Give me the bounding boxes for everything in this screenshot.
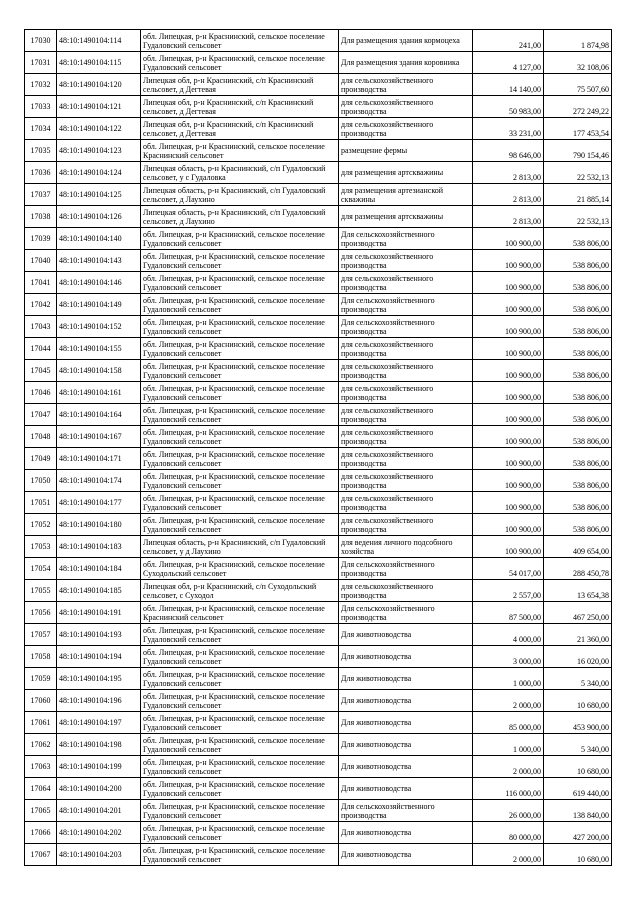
cadastral-number-cell: 48:10:1490104:193 <box>57 624 141 646</box>
cadastral-number-cell: 48:10:1490104:161 <box>57 382 141 404</box>
table-row <box>25 184 612 206</box>
row-number-cell: 17042 <box>25 294 57 316</box>
area-cell: 100 900,00 <box>473 470 544 492</box>
row-number-cell: 17044 <box>25 338 57 360</box>
address-cell: Липецкая область, р-н Краснинский, с/п Гудаловский сельсовет, у д Лаухино <box>141 536 339 558</box>
cadastral-value-cell: 32 108,06 <box>544 52 612 74</box>
cadastral-value-cell: 13 654,38 <box>544 580 612 602</box>
permitted-use-cell: Для животноводства <box>339 756 473 778</box>
row-number-cell: 17054 <box>25 558 57 580</box>
cadastral-number-cell: 48:10:1490104:167 <box>57 426 141 448</box>
table-row <box>25 646 612 668</box>
area-cell: 80 000,00 <box>473 822 544 844</box>
row-number-cell: 17033 <box>25 96 57 118</box>
permitted-use-cell: для сельскохозяйственного производства <box>339 74 473 96</box>
address-cell: обл. Липецкая, р-н Краснинский, сельское поселение Гудаловский сельсовет <box>141 228 339 250</box>
address-cell: обл. Липецкая, р-н Краснинский, сельское поселение Гудаловский сельсовет <box>141 646 339 668</box>
address-cell: обл. Липецкая, р-н Краснинский, сельское поселение Гудаловский сельсовет <box>141 470 339 492</box>
cadastral-number-cell: 48:10:1490104:114 <box>57 30 141 52</box>
permitted-use-cell: Для животноводства <box>339 646 473 668</box>
cadastral-number-cell: 48:10:1490104:185 <box>57 580 141 602</box>
area-cell: 3 000,00 <box>473 646 544 668</box>
row-number-cell: 17055 <box>25 580 57 602</box>
cadastral-number-cell: 48:10:1490104:152 <box>57 316 141 338</box>
cadastral-number-cell: 48:10:1490104:174 <box>57 470 141 492</box>
table-row <box>25 272 612 294</box>
permitted-use-cell: для сельскохозяйственного производства <box>339 580 473 602</box>
row-number-cell: 17046 <box>25 382 57 404</box>
cadastral-number-cell: 48:10:1490104:149 <box>57 294 141 316</box>
row-number-cell: 17059 <box>25 668 57 690</box>
cadastral-value-cell: 538 806,00 <box>544 404 612 426</box>
permitted-use-cell: для сельскохозяйственного производства <box>339 514 473 536</box>
table-row <box>25 382 612 404</box>
cadastral-value-cell: 21 885,14 <box>544 184 612 206</box>
area-cell: 100 900,00 <box>473 228 544 250</box>
table-row <box>25 756 612 778</box>
address-cell: обл. Липецкая, р-н Краснинский, сельское поселение Гудаловский сельсовет <box>141 272 339 294</box>
address-cell: обл. Липецкая, р-н Краснинский, сельское поселение Гудаловский сельсовет <box>141 382 339 404</box>
address-cell: Липецкая обл, р-н Краснинский, с/п Краснинский сельсовет, д Дегтевая <box>141 74 339 96</box>
table-row <box>25 822 612 844</box>
address-cell: обл. Липецкая, р-н Краснинский, сельское поселение Гудаловский сельсовет <box>141 316 339 338</box>
area-cell: 2 000,00 <box>473 844 544 866</box>
address-cell: обл. Липецкая, р-н Краснинский, сельское поселение Краснинский сельсовет <box>141 140 339 162</box>
permitted-use-cell: для ведения личного подсобного хозяйства <box>339 536 473 558</box>
cadastral-value-cell: 538 806,00 <box>544 250 612 272</box>
cadastral-value-cell: 538 806,00 <box>544 338 612 360</box>
address-cell: обл. Липецкая, р-н Краснинский, сельское поселение Суходольский сельсовет <box>141 558 339 580</box>
permitted-use-cell: для размещения артезианской скважины <box>339 184 473 206</box>
address-cell: обл. Липецкая, р-н Краснинский, сельское поселение Гудаловский сельсовет <box>141 338 339 360</box>
address-cell: Липецкая обл, р-н Краснинский, с/п Краснинский сельсовет, д Дегтевая <box>141 96 339 118</box>
row-number-cell: 17058 <box>25 646 57 668</box>
area-cell: 100 900,00 <box>473 360 544 382</box>
cadastral-value-cell: 409 654,00 <box>544 536 612 558</box>
row-number-cell: 17037 <box>25 184 57 206</box>
permitted-use-cell: Для животноводства <box>339 778 473 800</box>
cadastral-number-cell: 48:10:1490104:196 <box>57 690 141 712</box>
area-cell: 87 500,00 <box>473 602 544 624</box>
table-row <box>25 294 612 316</box>
address-cell: обл. Липецкая, р-н Краснинский, сельское поселение Гудаловский сельсовет <box>141 668 339 690</box>
area-cell: 100 900,00 <box>473 536 544 558</box>
row-number-cell: 17052 <box>25 514 57 536</box>
permitted-use-cell: для сельскохозяйственного производства <box>339 404 473 426</box>
cadastral-number-cell: 48:10:1490104:191 <box>57 602 141 624</box>
cadastral-number-cell: 48:10:1490104:197 <box>57 712 141 734</box>
address-cell: обл. Липецкая, р-н Краснинский, сельское поселение Гудаловский сельсовет <box>141 822 339 844</box>
address-cell: обл. Липецкая, р-н Краснинский, сельское поселение Гудаловский сельсовет <box>141 690 339 712</box>
area-cell: 241,00 <box>473 30 544 52</box>
address-cell: обл. Липецкая, р-н Краснинский, сельское поселение Гудаловский сельсовет <box>141 294 339 316</box>
address-cell: обл. Липецкая, р-н Краснинский, сельское поселение Гудаловский сельсовет <box>141 404 339 426</box>
cadastral-number-cell: 48:10:1490104:195 <box>57 668 141 690</box>
table-row <box>25 492 612 514</box>
cadastral-value-cell: 22 532,13 <box>544 162 612 184</box>
cadastral-value-cell: 538 806,00 <box>544 382 612 404</box>
cadastral-value-cell: 790 154,46 <box>544 140 612 162</box>
address-cell: обл. Липецкая, р-н Краснинский, сельское поселение Гудаловский сельсовет <box>141 778 339 800</box>
area-cell: 2 813,00 <box>473 162 544 184</box>
row-number-cell: 17036 <box>25 162 57 184</box>
permitted-use-cell: Для сельскохозяйственного производства <box>339 316 473 338</box>
row-number-cell: 17050 <box>25 470 57 492</box>
permitted-use-cell: для сельскохозяйственного производства <box>339 382 473 404</box>
address-cell: обл. Липецкая, р-н Краснинский, сельское поселение Гудаловский сельсовет <box>141 734 339 756</box>
table-row <box>25 162 612 184</box>
cadastral-value-cell: 538 806,00 <box>544 492 612 514</box>
cadastral-number-cell: 48:10:1490104:184 <box>57 558 141 580</box>
permitted-use-cell: для сельскохозяйственного производства <box>339 250 473 272</box>
table-row <box>25 558 612 580</box>
cadastral-value-cell: 453 900,00 <box>544 712 612 734</box>
address-cell: обл. Липецкая, р-н Краснинский, сельское поселение Гудаловский сельсовет <box>141 52 339 74</box>
row-number-cell: 17053 <box>25 536 57 558</box>
permitted-use-cell: для сельскохозяйственного производства <box>339 426 473 448</box>
table-row <box>25 712 612 734</box>
table-row <box>25 250 612 272</box>
cadastral-value-cell: 467 250,00 <box>544 602 612 624</box>
permitted-use-cell: Для сельскохозяйственного производства <box>339 800 473 822</box>
area-cell: 33 231,00 <box>473 118 544 140</box>
cadastral-value-cell: 177 453,54 <box>544 118 612 140</box>
table-row <box>25 536 612 558</box>
row-number-cell: 17039 <box>25 228 57 250</box>
area-cell: 4 000,00 <box>473 624 544 646</box>
row-number-cell: 17032 <box>25 74 57 96</box>
row-number-cell: 17030 <box>25 30 57 52</box>
cadastral-value-cell: 538 806,00 <box>544 272 612 294</box>
row-number-cell: 17067 <box>25 844 57 866</box>
table-row <box>25 206 612 228</box>
address-cell: обл. Липецкая, р-н Краснинский, сельское поселение Гудаловский сельсовет <box>141 712 339 734</box>
table-row <box>25 52 612 74</box>
address-cell: обл. Липецкая, р-н Краснинский, сельское поселение Гудаловский сельсовет <box>141 624 339 646</box>
permitted-use-cell: Для сельскохозяйственного производства <box>339 294 473 316</box>
address-cell: обл. Липецкая, р-н Краснинский, сельское поселение Гудаловский сельсовет <box>141 514 339 536</box>
cadastral-value-cell: 538 806,00 <box>544 448 612 470</box>
table-row <box>25 624 612 646</box>
table-row <box>25 404 612 426</box>
area-cell: 100 900,00 <box>473 492 544 514</box>
cadastral-number-cell: 48:10:1490104:183 <box>57 536 141 558</box>
cadastral-number-cell: 48:10:1490104:124 <box>57 162 141 184</box>
permitted-use-cell: для сельскохозяйственного производства <box>339 360 473 382</box>
row-number-cell: 17066 <box>25 822 57 844</box>
permitted-use-cell: Для сельскохозяйственного производства <box>339 558 473 580</box>
area-cell: 14 140,00 <box>473 74 544 96</box>
cadastral-value-cell: 22 532,13 <box>544 206 612 228</box>
table-row <box>25 580 612 602</box>
cadastral-value-cell: 288 450,78 <box>544 558 612 580</box>
permitted-use-cell: для сельскохозяйственного производства <box>339 118 473 140</box>
permitted-use-cell: для сельскохозяйственного производства <box>339 470 473 492</box>
cadastral-value-cell: 538 806,00 <box>544 360 612 382</box>
table-row <box>25 426 612 448</box>
permitted-use-cell: Для животноводства <box>339 624 473 646</box>
row-number-cell: 17045 <box>25 360 57 382</box>
cadastral-number-cell: 48:10:1490104:126 <box>57 206 141 228</box>
cadastral-value-cell: 538 806,00 <box>544 228 612 250</box>
address-cell: обл. Липецкая, р-н Краснинский, сельское поселение Гудаловский сельсовет <box>141 250 339 272</box>
cadastral-value-cell: 138 840,00 <box>544 800 612 822</box>
permitted-use-cell: Для сельскохозяйственного производства <box>339 602 473 624</box>
address-cell: обл. Липецкая, р-н Краснинский, сельское поселение Краснинский сельсовет <box>141 602 339 624</box>
cadastral-number-cell: 48:10:1490104:121 <box>57 96 141 118</box>
address-cell: Липецкая обл, р-н Краснинский, с/п Краснинский сельсовет, д Дегтевая <box>141 118 339 140</box>
cadastral-number-cell: 48:10:1490104:177 <box>57 492 141 514</box>
row-number-cell: 17049 <box>25 448 57 470</box>
cadastral-number-cell: 48:10:1490104:122 <box>57 118 141 140</box>
row-number-cell: 17051 <box>25 492 57 514</box>
area-cell: 1 000,00 <box>473 668 544 690</box>
area-cell: 100 900,00 <box>473 514 544 536</box>
cadastral-value-cell: 10 680,00 <box>544 690 612 712</box>
address-cell: обл. Липецкая, р-н Краснинский, сельское поселение Гудаловский сельсовет <box>141 800 339 822</box>
cadastral-number-cell: 48:10:1490104:180 <box>57 514 141 536</box>
permitted-use-cell: Для животноводства <box>339 712 473 734</box>
row-number-cell: 17043 <box>25 316 57 338</box>
permitted-use-cell: Для сельскохозяйственного производства <box>339 228 473 250</box>
table-row <box>25 448 612 470</box>
cadastral-value-cell: 5 340,00 <box>544 668 612 690</box>
table-row <box>25 30 612 52</box>
area-cell: 2 813,00 <box>473 206 544 228</box>
row-number-cell: 17064 <box>25 778 57 800</box>
cadastral-value-cell: 538 806,00 <box>544 470 612 492</box>
document-page <box>24 29 611 866</box>
area-cell: 2 813,00 <box>473 184 544 206</box>
table-body <box>25 30 612 866</box>
table-row <box>25 844 612 866</box>
address-cell: обл. Липецкая, р-н Краснинский, сельское поселение Гудаловский сельсовет <box>141 448 339 470</box>
row-number-cell: 17056 <box>25 602 57 624</box>
row-number-cell: 17038 <box>25 206 57 228</box>
address-cell: Липецкая область, р-н Краснинский, с/п Гудаловский сельсовет, д Лаухино <box>141 184 339 206</box>
area-cell: 2 000,00 <box>473 756 544 778</box>
permitted-use-cell: для сельскохозяйственного производства <box>339 448 473 470</box>
permitted-use-cell: Для животноводства <box>339 668 473 690</box>
area-cell: 50 983,00 <box>473 96 544 118</box>
area-cell: 100 900,00 <box>473 250 544 272</box>
cadastral-value-cell: 538 806,00 <box>544 426 612 448</box>
row-number-cell: 17034 <box>25 118 57 140</box>
row-number-cell: 17057 <box>25 624 57 646</box>
row-number-cell: 17063 <box>25 756 57 778</box>
cadastral-value-cell: 75 507,60 <box>544 74 612 96</box>
area-cell: 100 900,00 <box>473 426 544 448</box>
address-cell: обл. Липецкая, р-н Краснинский, сельское поселение Гудаловский сельсовет <box>141 30 339 52</box>
table-row <box>25 316 612 338</box>
row-number-cell: 17041 <box>25 272 57 294</box>
permitted-use-cell: Для животноводства <box>339 822 473 844</box>
area-cell: 4 127,00 <box>473 52 544 74</box>
table-row <box>25 360 612 382</box>
cadastral-value-cell: 538 806,00 <box>544 514 612 536</box>
cadastral-number-cell: 48:10:1490104:203 <box>57 844 141 866</box>
row-number-cell: 17060 <box>25 690 57 712</box>
cadastral-number-cell: 48:10:1490104:115 <box>57 52 141 74</box>
table-row <box>25 602 612 624</box>
cadastral-value-cell: 5 340,00 <box>544 734 612 756</box>
area-cell: 100 900,00 <box>473 272 544 294</box>
table-row <box>25 140 612 162</box>
area-cell: 2 000,00 <box>473 690 544 712</box>
area-cell: 100 900,00 <box>473 316 544 338</box>
permitted-use-cell: для сельскохозяйственного производства <box>339 96 473 118</box>
cadastral-number-cell: 48:10:1490104:140 <box>57 228 141 250</box>
cadastral-value-cell: 272 249,22 <box>544 96 612 118</box>
area-cell: 116 000,00 <box>473 778 544 800</box>
area-cell: 98 646,00 <box>473 140 544 162</box>
cadastral-number-cell: 48:10:1490104:164 <box>57 404 141 426</box>
area-cell: 100 900,00 <box>473 338 544 360</box>
address-cell: Липецкая область, р-н Краснинский, с/п Гудаловский сельсовет, д Лаухино <box>141 206 339 228</box>
permitted-use-cell: для размещения артскважины <box>339 206 473 228</box>
cadastral-value-cell: 619 440,00 <box>544 778 612 800</box>
cadastral-number-cell: 48:10:1490104:201 <box>57 800 141 822</box>
area-cell: 85 000,00 <box>473 712 544 734</box>
permitted-use-cell: для сельскохозяйственного производства <box>339 272 473 294</box>
cadastral-number-cell: 48:10:1490104:194 <box>57 646 141 668</box>
cadastral-value-cell: 538 806,00 <box>544 316 612 338</box>
row-number-cell: 17047 <box>25 404 57 426</box>
cadastral-value-cell: 538 806,00 <box>544 294 612 316</box>
cadastral-number-cell: 48:10:1490104:123 <box>57 140 141 162</box>
table-row <box>25 734 612 756</box>
permitted-use-cell: Для размещения здания кормоцеха <box>339 30 473 52</box>
table-row <box>25 74 612 96</box>
area-cell: 100 900,00 <box>473 382 544 404</box>
cadastral-number-cell: 48:10:1490104:146 <box>57 272 141 294</box>
permitted-use-cell: Для животноводства <box>339 734 473 756</box>
cadastral-number-cell: 48:10:1490104:198 <box>57 734 141 756</box>
cadastral-number-cell: 48:10:1490104:125 <box>57 184 141 206</box>
cadastral-number-cell: 48:10:1490104:200 <box>57 778 141 800</box>
cadastral-number-cell: 48:10:1490104:202 <box>57 822 141 844</box>
address-cell: Липецкая обл, р-н Краснинский, с/п Суходольский сельсовет, с Суходол <box>141 580 339 602</box>
address-cell: Липецкая область, р-н Краснинский, с/п Гудаловский сельсовет, у с Гудаловка <box>141 162 339 184</box>
cadastral-value-cell: 10 680,00 <box>544 844 612 866</box>
area-cell: 1 000,00 <box>473 734 544 756</box>
cadastral-value-cell: 10 680,00 <box>544 756 612 778</box>
row-number-cell: 17035 <box>25 140 57 162</box>
address-cell: обл. Липецкая, р-н Краснинский, сельское поселение Гудаловский сельсовет <box>141 844 339 866</box>
table-row <box>25 800 612 822</box>
table-row <box>25 778 612 800</box>
cadastral-number-cell: 48:10:1490104:143 <box>57 250 141 272</box>
area-cell: 26 000,00 <box>473 800 544 822</box>
cadastral-number-cell: 48:10:1490104:155 <box>57 338 141 360</box>
area-cell: 100 900,00 <box>473 448 544 470</box>
permitted-use-cell: Для животноводства <box>339 690 473 712</box>
area-cell: 2 557,00 <box>473 580 544 602</box>
row-number-cell: 17040 <box>25 250 57 272</box>
land-plots-table <box>24 29 612 866</box>
table-row <box>25 470 612 492</box>
cadastral-value-cell: 427 200,00 <box>544 822 612 844</box>
cadastral-value-cell: 21 360,00 <box>544 624 612 646</box>
address-cell: обл. Липецкая, р-н Краснинский, сельское поселение Гудаловский сельсовет <box>141 756 339 778</box>
table-row <box>25 668 612 690</box>
area-cell: 54 017,00 <box>473 558 544 580</box>
permitted-use-cell: для сельскохозяйственного производства <box>339 338 473 360</box>
address-cell: обл. Липецкая, р-н Краснинский, сельское поселение Гудаловский сельсовет <box>141 492 339 514</box>
row-number-cell: 17061 <box>25 712 57 734</box>
permitted-use-cell: размещение фермы <box>339 140 473 162</box>
table-row <box>25 338 612 360</box>
cadastral-value-cell: 1 874,98 <box>544 30 612 52</box>
address-cell: обл. Липецкая, р-н Краснинский, сельское поселение Гудаловский сельсовет <box>141 360 339 382</box>
table-row <box>25 514 612 536</box>
area-cell: 100 900,00 <box>473 294 544 316</box>
permitted-use-cell: для размещения артскважины <box>339 162 473 184</box>
cadastral-number-cell: 48:10:1490104:158 <box>57 360 141 382</box>
permitted-use-cell: Для животноводства <box>339 844 473 866</box>
cadastral-number-cell: 48:10:1490104:120 <box>57 74 141 96</box>
row-number-cell: 17048 <box>25 426 57 448</box>
table-row <box>25 228 612 250</box>
permitted-use-cell: Для размещения здания коровника <box>339 52 473 74</box>
cadastral-number-cell: 48:10:1490104:199 <box>57 756 141 778</box>
area-cell: 100 900,00 <box>473 404 544 426</box>
table-row <box>25 690 612 712</box>
table-row <box>25 96 612 118</box>
cadastral-number-cell: 48:10:1490104:171 <box>57 448 141 470</box>
row-number-cell: 17062 <box>25 734 57 756</box>
row-number-cell: 17031 <box>25 52 57 74</box>
address-cell: обл. Липецкая, р-н Краснинский, сельское поселение Гудаловский сельсовет <box>141 426 339 448</box>
cadastral-value-cell: 16 020,00 <box>544 646 612 668</box>
permitted-use-cell: для сельскохозяйственного производства <box>339 492 473 514</box>
row-number-cell: 17065 <box>25 800 57 822</box>
table-row <box>25 118 612 140</box>
